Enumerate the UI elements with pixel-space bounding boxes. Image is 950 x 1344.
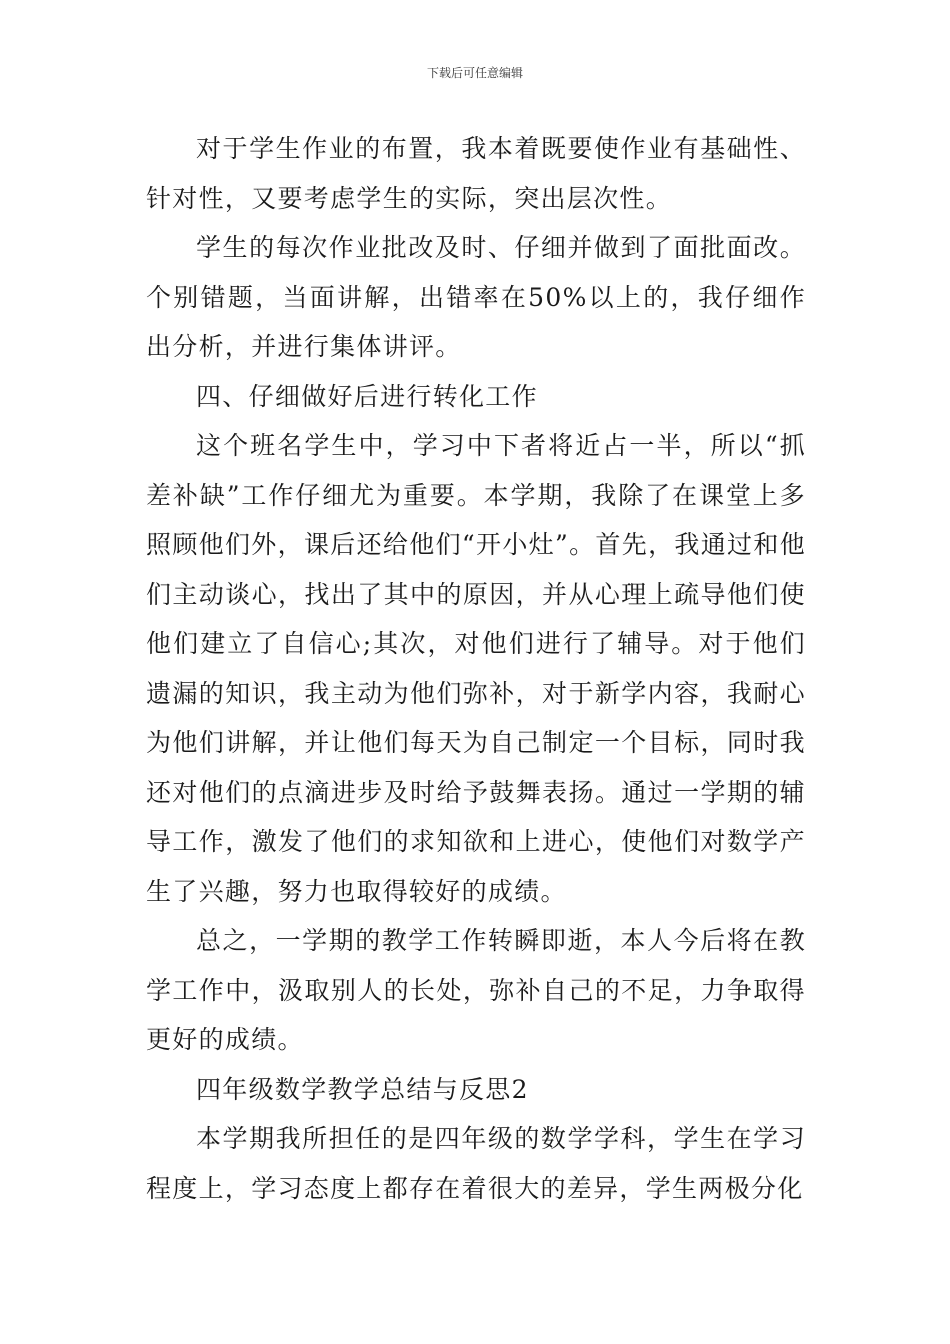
paragraph-homework-assignment: 对于学生作业的布置，我本着既要使作业有基础性、针对性，又要考虑学生的实际，突出层次性。: [146, 134, 806, 213]
paragraph-part-2-intro: 本学期我所担任的是四年级的数学学科，学生在学习程度上，学习态度上都存在着很大的差异，学生两极分化: [146, 1124, 806, 1203]
paragraph-remedial-work: 这个班名学生中，学习中下者将近占一半，所以“抓差补缺”工作仔细尤为重要。本学期，我除了在课堂上多照顾他们外，课后还给他们“开小灶”。首先，我通过和他们主动谈心，找出了其中的原因，并从心理上疏导他们使他们建立了自信心;其次，对他们进行了辅导。对于他们遗漏的知识，我主动为他们弥补，对于新学内容，我耐心为他们讲解，并让他们每天为自己制定一个目标，同时我还对他们的点滴进步及时给予鼓舞表扬。通过一学期的辅导工作，激发了他们的求知欲和上进心，使他们对数学产生了兴趣，努力也取得较好的成绩。: [146, 431, 806, 906]
paragraph-conclusion: 总之，一学期的教学工作转瞬即逝，本人今后将在教学工作中，汲取别人的长处，弥补自己的不足，力争取得更好的成绩。: [146, 926, 806, 1054]
document-body: [146, 124, 806, 1213]
page-header-note: 下载后可任意编辑: [426, 66, 523, 80]
document-title-part-2: 四年级数学教学总结与反思2: [196, 1074, 529, 1104]
paragraph-homework-correction: 学生的每次作业批改及时、仔细并做到了面批面改。个别错题，当面讲解，出错率在50%以上的，我仔细作出分析，并进行集体讲评。: [146, 233, 806, 361]
section-heading-remedial-work: 四、仔细做好后进行转化工作: [196, 381, 538, 411]
